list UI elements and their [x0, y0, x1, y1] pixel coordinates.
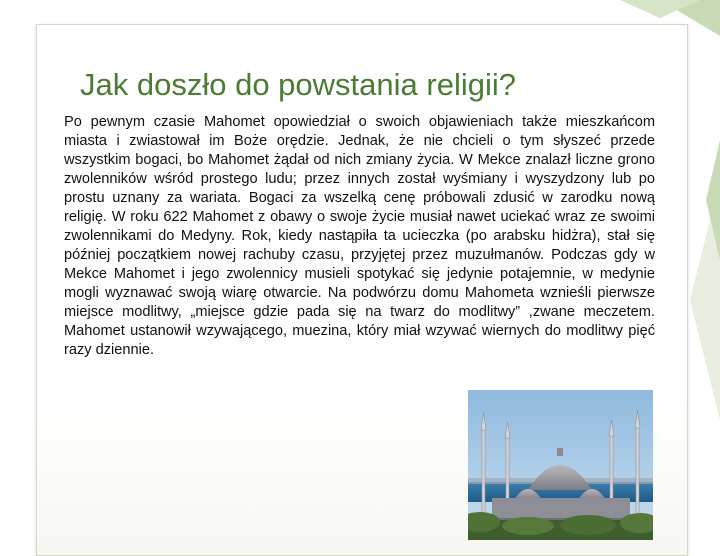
slide-body-text: Po pewnym czasie Mahomet opowiedział o swoich objawieniach także mieszkańcom miasta i zwiastował im Boże orędzie. Jednak, że nie chcieli o tym słyszeć przede wszystkim bogaci, bo Mahomet żądał od nich zmiany życia. W Mekce znalazł liczne grono zwolenników wśród prostego ludu; przez innych został wyśmiany i wyszydzony lub po prostu uznany za wariata. Bogaci za wszelką cenę próbowali zdusić w zarodku nową religię. W roku 622 Mahomet z obawy o swoje życie musiał nawet uciekać wraz ze swoimi zwolennikami do Medyny. Rok, kiedy nastąpiła ta ucieczka (po arabsku hidżra), stał się później początkiem nowej rachuby czasu, przyjętej przez muzułmanów. Podczas gdy w Mekce Mahomet i jego zwolennicy musieli spotykać się jedynie potajemnie, w medynie mogli wyznawać swoją wiarę otwarcie. Na podwórzu domu Mahometa wznieśli pierwsze miejsce modlitwy, „miejsce gdzie pada się na twarz do modlitwy” ,zwane meczetem. Mahomet ustanowił wzywającego, muezina, który miał wzywać wiernych do modlitwy pięć razy dziennie.	[64, 114, 655, 358]
slide-title: Jak doszło do powstania religii?	[80, 67, 516, 102]
decorative-triangle	[620, 0, 700, 18]
decorative-triangle	[706, 140, 720, 260]
mosque-photo	[468, 390, 653, 540]
